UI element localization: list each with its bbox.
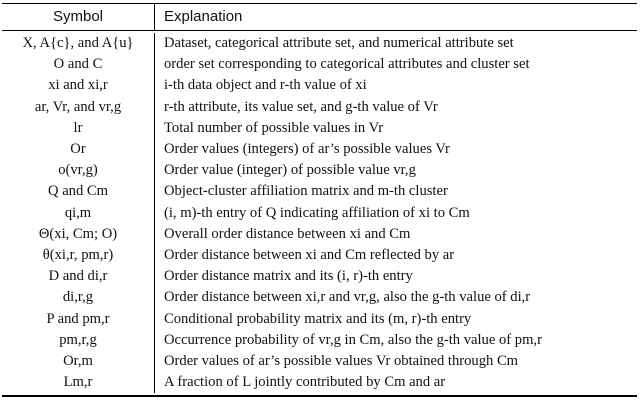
symbol-cell: Θ(xi, Cm; O) [38, 225, 118, 242]
table-row [2, 330, 637, 351]
symbol-cell: Or [70, 141, 86, 158]
symbol-cell: qi,m [64, 204, 92, 221]
symbol-cell: di,r,g [62, 289, 94, 306]
symbol-cell: Lm,r [63, 374, 93, 391]
explanation-cell: Conditional probability matrix and its (m, r)-th entry [164, 310, 472, 327]
table-row [2, 309, 637, 330]
table-row [2, 351, 637, 372]
table-row [2, 181, 637, 202]
table-row [2, 54, 637, 75]
table-row [2, 97, 637, 118]
table-row [2, 245, 637, 266]
table-row [2, 372, 637, 393]
symbol-cell: θ(xi,r, pm,r) [42, 246, 114, 263]
symbol-cell: P and pm,r [46, 310, 110, 327]
explanation-cell: Order distance between xi and Cm reflected by ar [164, 246, 455, 263]
table-row [2, 118, 637, 139]
symbol-cell: pm,r,g [59, 331, 97, 348]
table-row [2, 160, 637, 181]
table-row [2, 266, 637, 287]
header-row [2, 4, 637, 30]
bottom-rule [2, 395, 637, 396]
explanation-cell: r-th attribute, its value set, and g-th value of Vr [164, 98, 438, 115]
explanation-cell: order set corresponding to categorical attributes and cluster set [164, 56, 530, 73]
notation-table [2, 3, 637, 397]
explanation-cell: Order distance matrix and its (i, r)-th entry [164, 268, 413, 285]
symbol-cell: Q and Cm [48, 183, 108, 200]
table-row [2, 287, 637, 308]
table-row [2, 75, 637, 96]
explanation-cell: Object-cluster affiliation matrix and m-th cluster [164, 183, 448, 200]
explanation-cell: Order values of ar’s possible values Vr obtained through Cm [164, 352, 519, 369]
explanation-cell: A fraction of L jointly contributed by Cm and ar [164, 374, 446, 391]
symbol-cell: O and C [53, 56, 103, 73]
explanation-cell: (i, m)-th entry of Q indicating affiliation of xi to Cm [164, 204, 470, 221]
table-row [2, 203, 637, 224]
explanation-cell: Order values (integers) of ar’s possible values Vr [164, 141, 450, 158]
table-row [2, 224, 637, 245]
symbol-cell: Or,m [63, 352, 93, 369]
table-body [2, 31, 637, 395]
header-symbol: Symbol [52, 8, 104, 26]
explanation-cell: Occurrence probability of vr,g in Cm, also the g-th value of pm,r [164, 331, 542, 348]
header-explanation: Explanation [164, 8, 243, 26]
explanation-cell: i-th data object and r-th value of xi [164, 77, 367, 94]
explanation-cell: Order value (integer) of possible value vr,g [164, 162, 416, 179]
symbol-cell: xi and xi,r [48, 77, 108, 94]
symbol-cell: ar, Vr, and vr,g [34, 98, 122, 115]
explanation-cell: Order distance between xi,r and vr,g, also the g-th value of di,r [164, 289, 531, 306]
explanation-cell: Overall order distance between xi and Cm [164, 225, 411, 242]
symbol-cell: o(vr,g) [58, 162, 98, 179]
symbol-cell: D and di,r [48, 268, 108, 285]
table-row [2, 139, 637, 160]
symbol-cell: lr [73, 119, 83, 136]
symbol-cell: X, A{c}, and A{u} [22, 35, 134, 52]
table-row [2, 33, 637, 54]
explanation-cell: Dataset, categorical attribute set, and numerical attribute set [164, 35, 514, 52]
explanation-cell: Total number of possible values in Vr [164, 119, 384, 136]
